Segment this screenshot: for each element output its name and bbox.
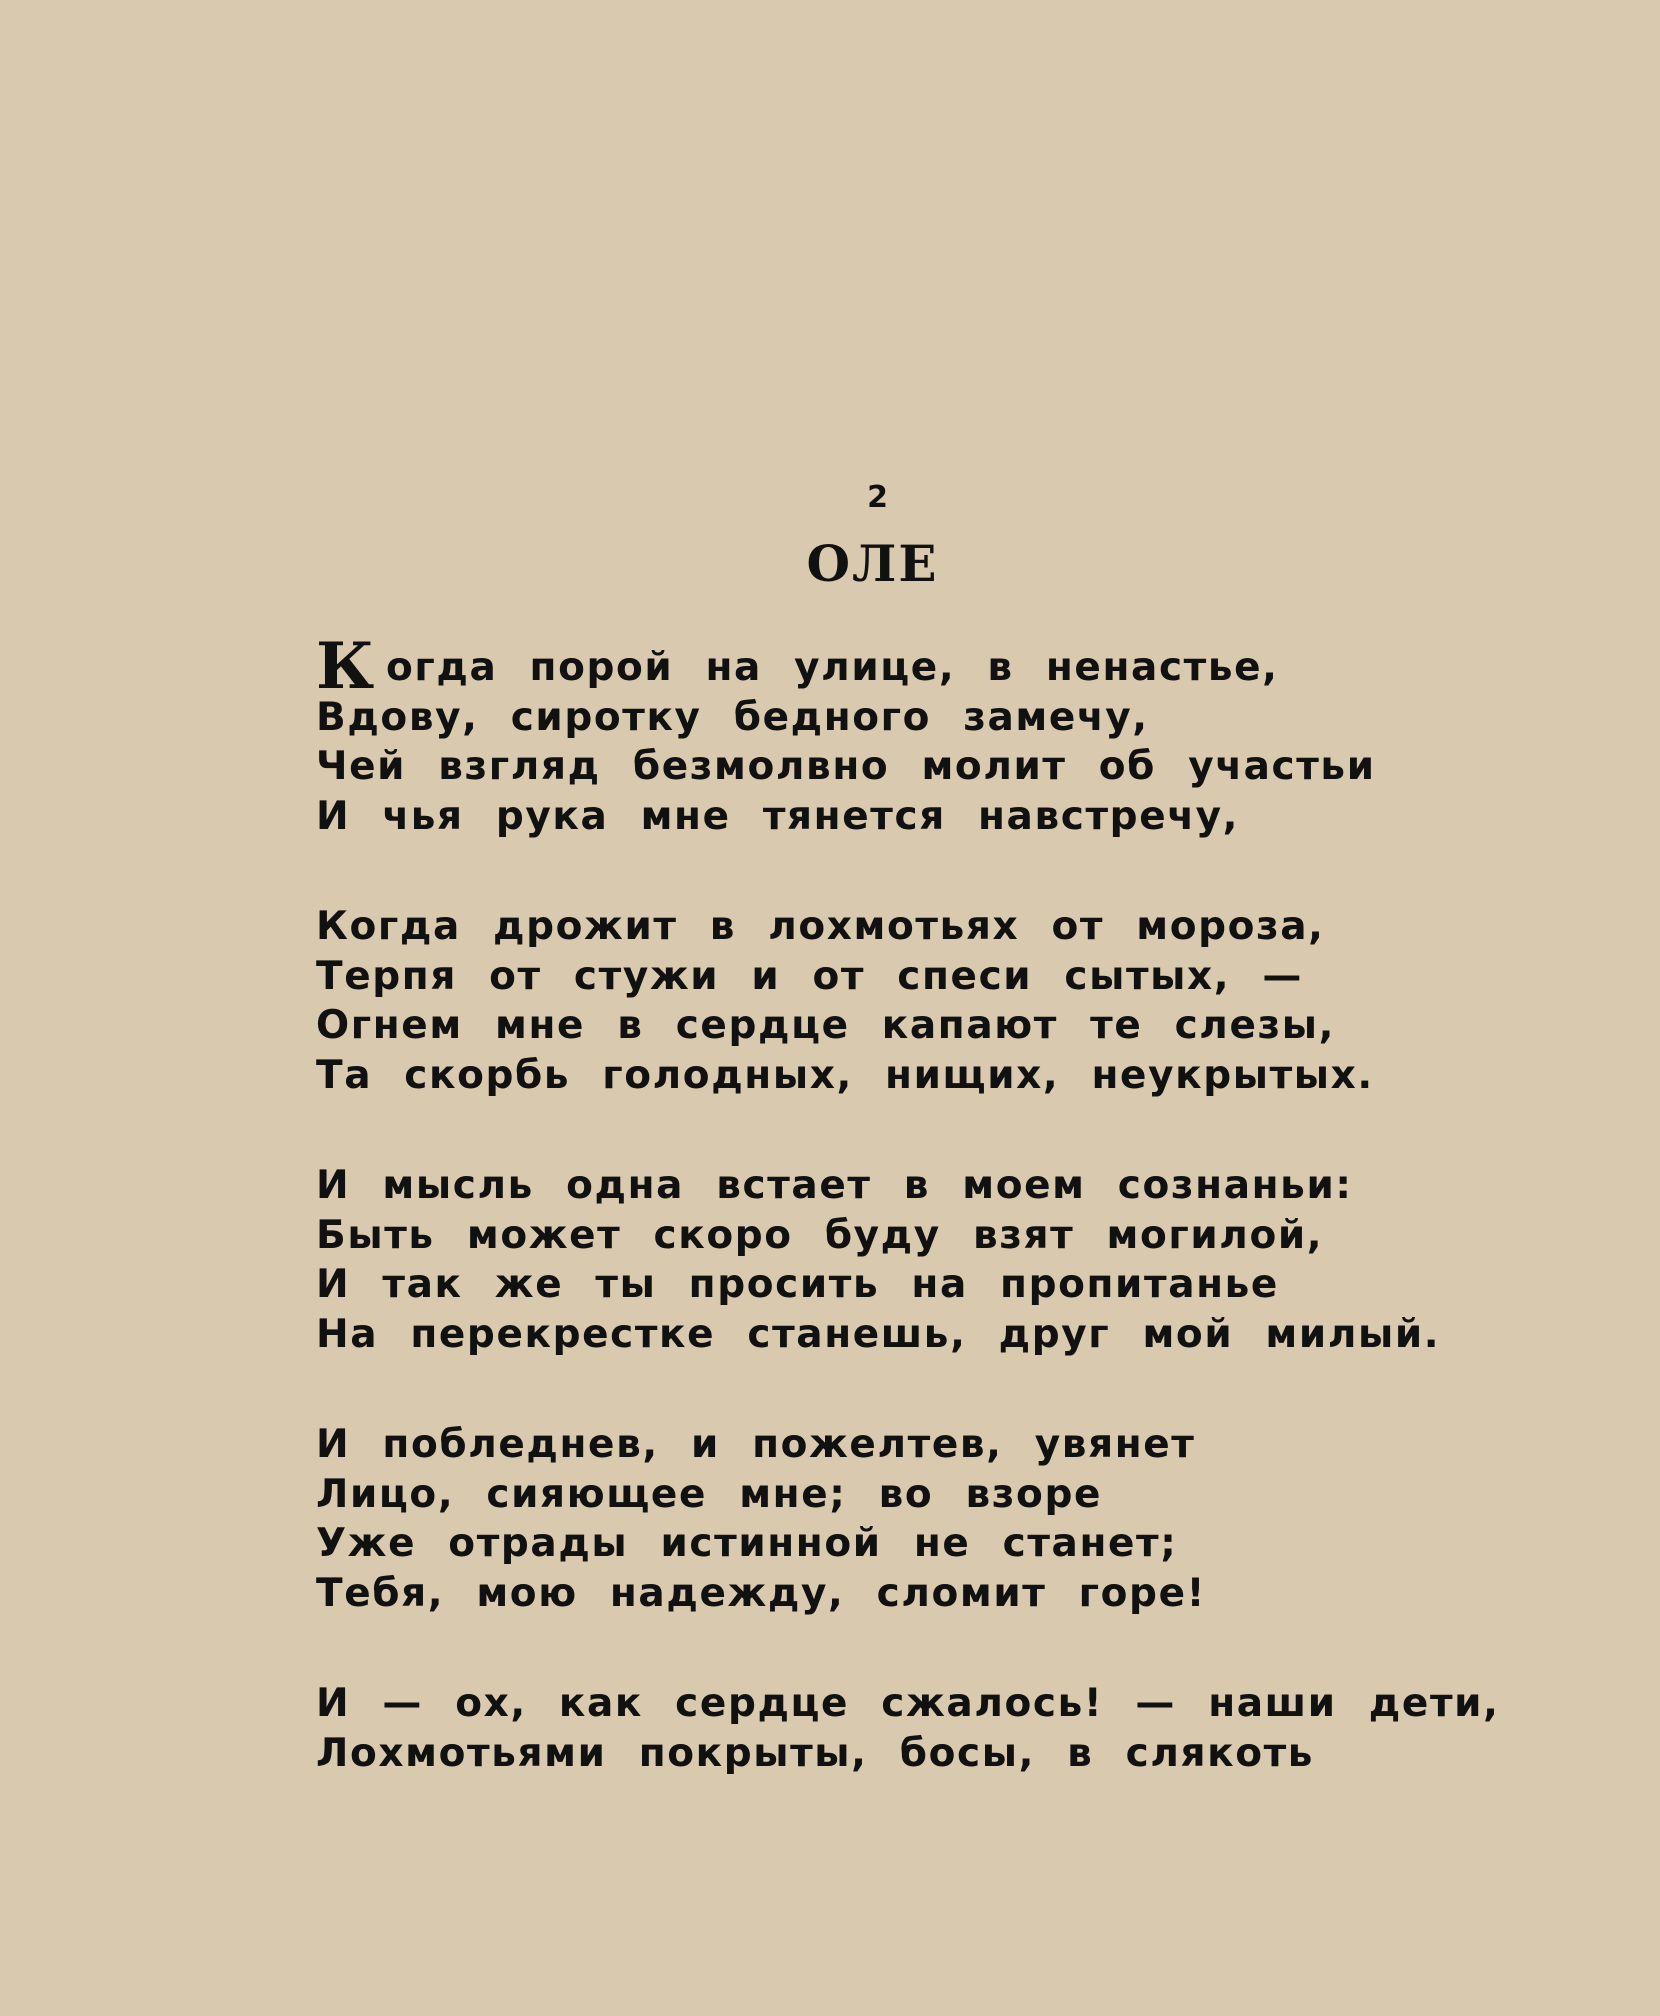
poem-line: И побледнев, и пожелтев, увянет [316,1422,1196,1467]
stanza-1 [316,629,1616,841]
poem-line: Огнем мне в сердце капают те слезы, [316,1003,1336,1048]
poem-line: Чей взгляд безмолвно молит об участьи [316,744,1376,789]
poem-line: Лицо, сияющее мне; во взоре [316,1471,1103,1517]
drop-cap: К [316,629,375,704]
stanza-3 [316,1161,1616,1359]
stanza-5 [316,1679,1616,1778]
poem-line: Вдову, сиротку бедного замечу, [316,694,1149,740]
poem-line: И мысль одна встает в моем сознаньи: [316,1163,1353,1208]
poem-line: И — ох, как сердце сжалось! — наши дети, [316,1681,1500,1726]
stanza-2 [316,902,1616,1100]
poem-line: На перекрестке станешь, друг мой милый. [316,1311,1441,1357]
poem-line: Та скорбь голодных, нищих, неукрытых. [316,1052,1374,1098]
poem-line: И так же ты просить на пропитанье [316,1262,1279,1307]
poem-line: Когда дрожит в лохмотьях от мороза, [316,904,1325,949]
poem-line: Тебя, мою надежду, сломит горе! [316,1570,1207,1616]
first-line-rest: огда порой на улице, в ненастье, [386,645,1279,690]
poem-number: 2 [867,480,888,515]
poem-title: ОЛЕ [806,534,939,593]
poem-line: И чья рука мне тянется навстречу, [316,793,1240,839]
stanza-4 [316,1420,1616,1618]
poem-line-first [316,629,1616,704]
poem-line: Быть может скоро буду взят могилой, [316,1212,1324,1258]
poem-line: Лохмотьями покрыты, босы, в слякоть [316,1730,1315,1776]
poem-line: Терпя от стужи и от спеси сытых, — [316,953,1303,999]
poem-line: Уже отрады истинной не станет; [316,1521,1178,1566]
poem-body [316,629,1616,1839]
